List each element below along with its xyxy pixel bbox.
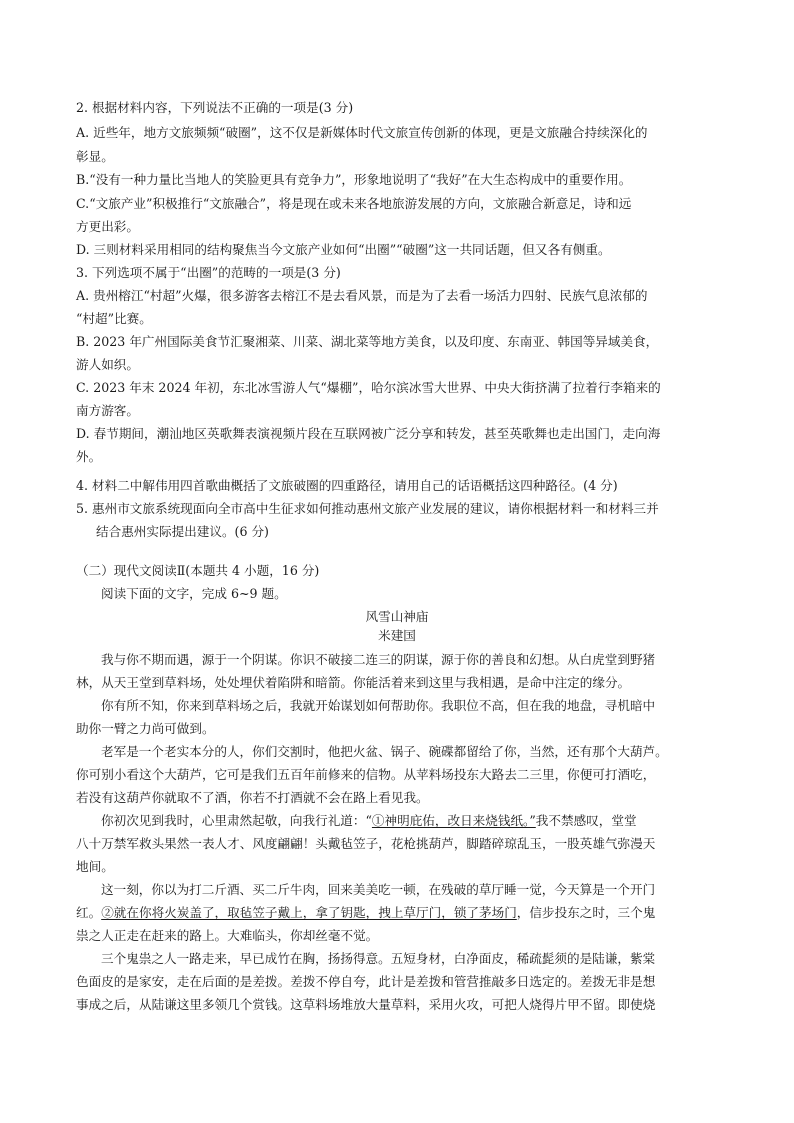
paragraph-5-line-2 <box>76 905 655 921</box>
q4-text: 4. 材料二中解伟用四首歌曲概括了文旅破圈的四重路径，请用自己的话语概括这四种路径。(4 分) <box>76 478 618 493</box>
q2-option-c: C.“文旅产业”积极推行“文旅融合”，将是现在或未来各地旅游发展的方向，文旅融合新意足，诗和远 <box>76 196 632 211</box>
paragraph-6-line-1: 三个鬼祟之人一路走来，早已成竹在胸，扬扬得意。五短身材，白净面皮，稀疏髭须的是陆谦，紫棠 <box>101 951 656 966</box>
paragraph-4-text: 你初次见到我时，心里肃然起敬，向我行礼道：“ <box>101 813 372 828</box>
q3-option-b: B. 2023 年广州国际美食节汇聚湘菜、川菜、湖北菜等地方美食，以及印度、东南亚、韩国等异域美食， <box>76 334 659 349</box>
paragraph-2-line-2: 助你一臂之力尚可做到。 <box>76 721 215 736</box>
underlined-sentence-2: ②就在你将火炭盖了，取毡笠子戴上，拿了钥匙，拽上草厅门，锁了茅场门 <box>101 905 517 920</box>
q3-option-d: D. 春节期间，潮汕地区英歌舞表演视频片段在互联网被广泛分享和转发，甚至英歌舞也走出国门，走向海 <box>76 426 661 441</box>
section-heading: （二）现代文阅读Ⅱ(本题共 4 小题，16 分) <box>76 563 320 578</box>
q3-stem: 3. 下列选项不属于“出圈”的范畴的一项是(3 分) <box>76 265 341 280</box>
paragraph-5-line-3: 祟之人正走在赶来的路上。大难临头，你却丝毫不觉。 <box>76 928 379 943</box>
q3-option-a: A. 贵州榕江“村超”火爆，很多游客去榕江不是去看风景，而是为了去看一场活力四射、民族气息浓郁的 <box>76 288 648 303</box>
passage-title: 风雪山神庙 <box>365 609 429 624</box>
paragraph-4-line-2: 八十万禁军救头果然一表人才、风度翩翩！头戴毡笠子，花枪挑葫芦，脚踏碎琼乱玉，一股英雄气弥漫天 <box>76 836 656 851</box>
q3-option-a-cont: “村超”比赛。 <box>76 311 152 326</box>
paragraph-3-line-2: 你可别小看这个大葫芦，它可是我们五百年前修来的信物。从苹料场投东大路去二三里，你便可打酒吃， <box>76 767 656 782</box>
q2-option-a-cont: 彰显。 <box>76 149 114 164</box>
paragraph-4-line-1 <box>101 813 637 829</box>
reading-instruction: 阅读下面的文字，完成 6~9 题。 <box>101 586 287 601</box>
q5-line-2: 结合惠州实际提出建议。(6 分) <box>96 524 269 539</box>
paragraph-5-line-1: 这一刻，你以为打二斤酒、买二斤牛肉，回来美美吃一顿，在残破的草厅睡一觉，今天算是一个开门 <box>101 882 656 897</box>
q3-option-d-cont: 外。 <box>76 449 102 464</box>
paragraph-6-line-2: 色面皮的是家安，走在后面的是差拨。差拨不停自夸，此计是差拨和管营推敲多日选定的。差拨无非是想 <box>76 974 656 989</box>
q3-option-c-cont: 南方游客。 <box>76 403 139 418</box>
paragraph-6-line-3: 事成之后，从陆谦这里多领几个赏钱。这草料场堆放大量草料，采用火攻，可把人烧得片甲不留。即使烧 <box>76 997 656 1012</box>
paragraph-2-line-1: 你有所不知，你来到草料场之后，我就开始谋划如何帮助你。我职位不高，但在我的地盘，寻机暗中 <box>101 698 656 713</box>
q5-line-1: 5. 惠州市文旅系统现面向全市高中生征求如何推动惠州文旅产业发展的建议，请你根据材料一和材料三并 <box>76 501 659 516</box>
paragraph-1-line-2: 林，从天王堂到草料场，处处埋伏着陷阱和暗箭。你能活着来到这里与我相遇，是命中注定的缘分。 <box>76 675 631 690</box>
paragraph-5-text-end: ，信步投东之时，三个鬼 <box>516 905 656 920</box>
paragraph-4-line-3: 地间。 <box>76 859 114 874</box>
q3-option-b-cont: 游人如织。 <box>76 357 139 372</box>
underlined-sentence-1: ①神明庇佑，改日来烧钱纸。” <box>371 813 536 828</box>
paragraph-3-line-1: 老军是一个老实本分的人，你们交割时，他把火盆、锅子、碗碟都留给了你，当然，还有那个大葫芦。 <box>101 744 668 759</box>
passage-author: 米建国 <box>378 628 416 643</box>
q2-option-d: D. 三则材料采用相同的结构聚焦当今文旅产业如何“出圈”“破圈”这一共同话题，但又各有侧重。 <box>76 242 611 257</box>
q2-option-b: B.“没有一种力量比当地人的笑脸更具有竞争力”，形象地说明了“我好”在大生态构成中的重要作用。 <box>76 172 632 187</box>
paragraph-3-line-3: 若没有这葫芦你就取不了酒，你若不打酒就不会在路上看见我。 <box>76 790 429 805</box>
paragraph-1-line-1: 我与你不期而遇，源于一个阴谋。你识不破接二连三的阴谋，源于你的善良和幻想。从白虎堂到野猪 <box>101 652 656 667</box>
paragraph-4-text-end: 我不禁感叹，堂堂 <box>535 813 637 828</box>
paragraph-5-text: 红。 <box>76 905 102 920</box>
q3-option-c: C. 2023 年末 2024 年初，东北冰雪游人气“爆棚”，哈尔滨冰雪大世界、中央大街挤满了拉着行李箱来的 <box>76 380 661 395</box>
q2-option-c-cont: 方更出彩。 <box>76 219 139 234</box>
q2-option-a: A. 近些年，地方文旅频频“破圈”，这不仅是新媒体时代文旅宣传创新的体现，更是文旅融合持续深化的 <box>76 125 648 140</box>
q2-stem: 2. 根据材料内容，下列说法不正确的一项是(3 分) <box>76 100 354 115</box>
